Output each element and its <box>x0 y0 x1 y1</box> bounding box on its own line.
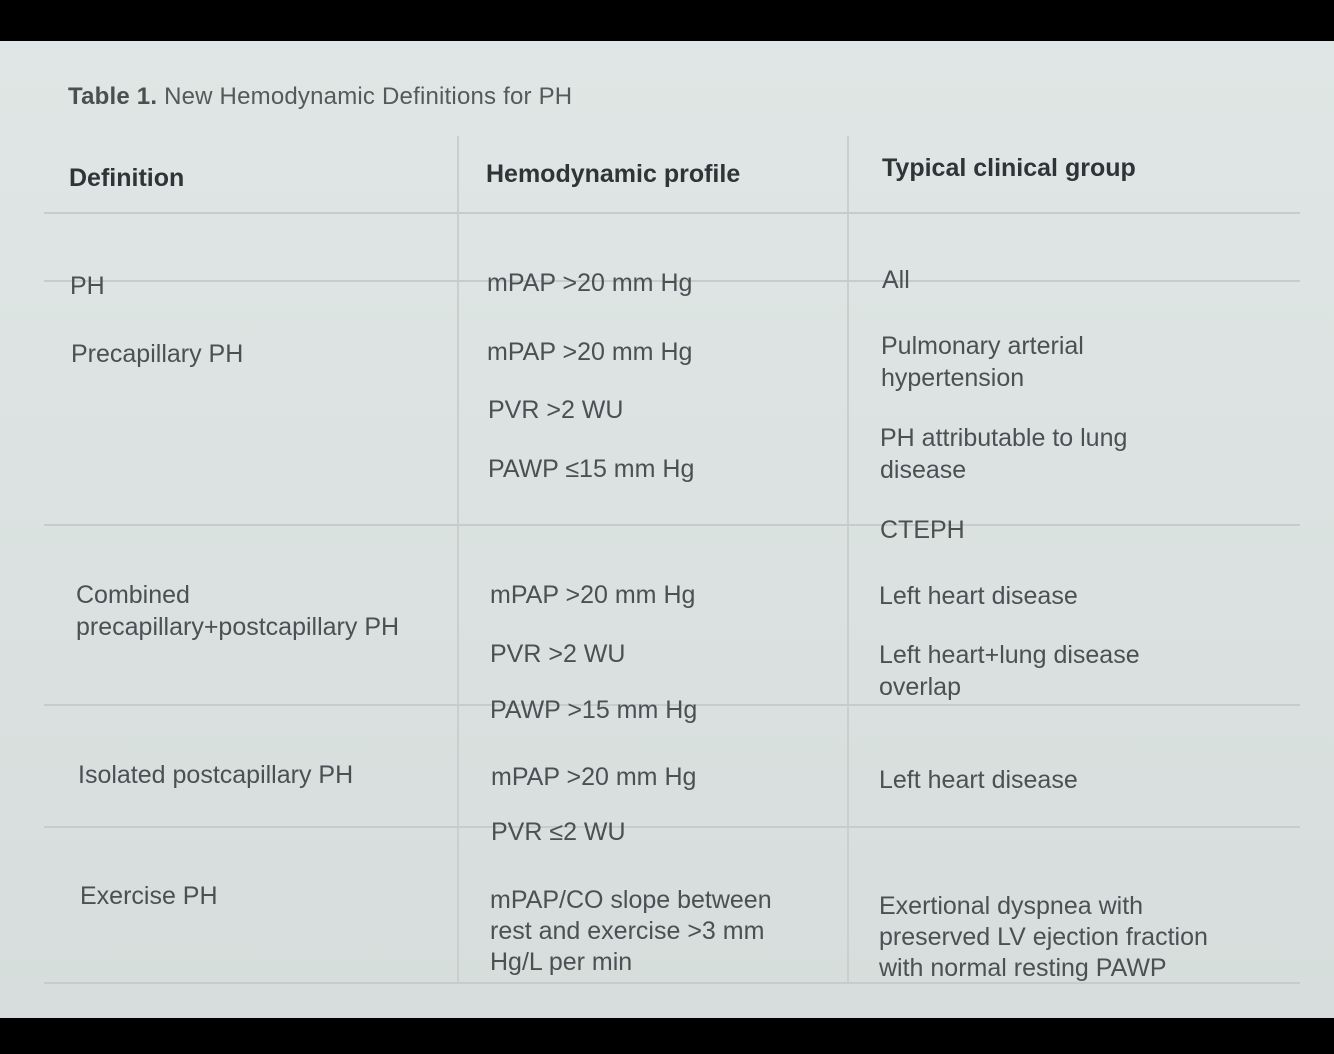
row-isolated-definition: Isolated postcapillary PH <box>78 761 354 789</box>
row-exercise-group-1: Exertional dyspnea with preserved LV ejection fraction with normal resting PAWP <box>879 892 1208 982</box>
row-divider <box>44 524 1300 526</box>
row-combined-definition: Combined precapillary+postcapillary PH <box>76 581 400 641</box>
row-divider <box>44 826 1300 828</box>
row-precapillary-group-2: PH attributable to lung disease <box>880 424 1128 484</box>
row-combined-group-1: Left heart disease <box>879 582 1078 610</box>
row-precapillary-profile-3: PAWP ≤15 mm Hg <box>488 455 695 483</box>
row-ph-profile-1: mPAP >20 mm Hg <box>487 269 693 297</box>
row-exercise-profile-1: mPAP/CO slope between rest and exercise >3 mm Hg/L per min <box>490 886 772 976</box>
row-divider <box>44 212 1300 214</box>
column-header-definition: Definition <box>69 164 185 192</box>
row-exercise-definition: Exercise PH <box>80 882 218 910</box>
column-divider <box>457 136 459 984</box>
screen <box>0 41 1334 1018</box>
row-isolated-group-1: Left heart disease <box>879 766 1078 794</box>
row-isolated-profile-2: PVR ≤2 WU <box>491 818 626 846</box>
table-caption-text: New Hemodynamic Definitions for PH <box>164 83 573 110</box>
row-precapillary-profile-1: mPAP >20 mm Hg <box>487 338 693 366</box>
row-combined-profile-2: PVR >2 WU <box>490 640 626 668</box>
table-caption <box>68 83 572 111</box>
column-header-hemodynamic-profile: Hemodynamic profile <box>486 160 741 188</box>
row-ph-definition: PH <box>70 272 105 300</box>
row-isolated-profile-1: mPAP >20 mm Hg <box>491 763 697 791</box>
row-combined-profile-3: PAWP >15 mm Hg <box>490 696 698 724</box>
row-precapillary-group-1: Pulmonary arterial hypertension <box>881 332 1084 392</box>
column-header-clinical-group: Typical clinical group <box>882 154 1136 182</box>
row-combined-group-2: Left heart+lung disease overlap <box>879 641 1140 701</box>
definitions-table <box>44 136 1300 984</box>
row-combined-profile-1: mPAP >20 mm Hg <box>490 581 696 609</box>
table-caption-label: Table 1. <box>68 83 158 110</box>
row-ph-group-1: All <box>882 266 910 294</box>
row-precapillary-group-3: CTEPH <box>880 516 965 544</box>
row-precapillary-profile-2: PVR >2 WU <box>488 396 624 424</box>
row-precapillary-definition: Precapillary PH <box>71 340 244 368</box>
column-divider <box>847 136 849 984</box>
